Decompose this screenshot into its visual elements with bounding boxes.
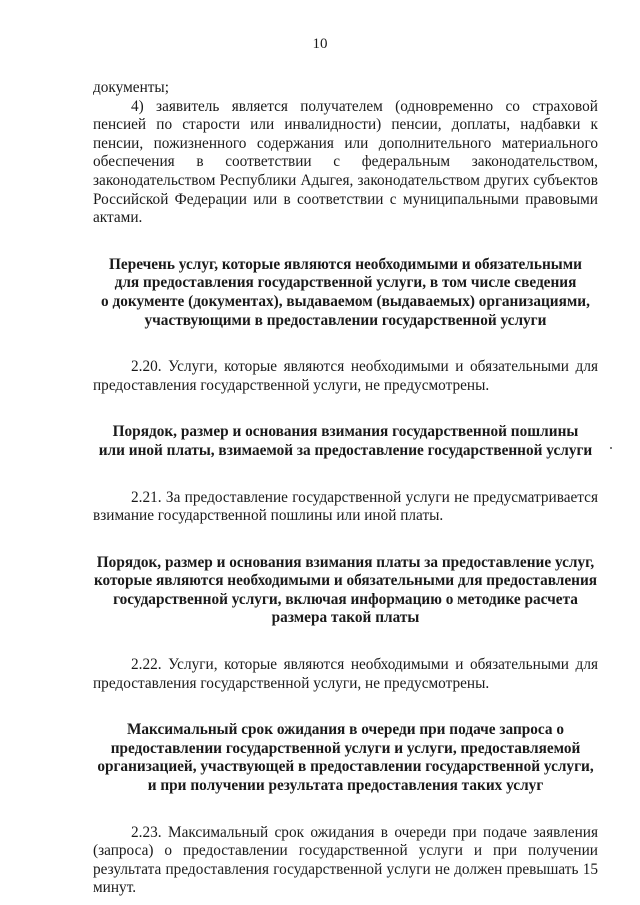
document-body xyxy=(93,79,598,898)
paragraph-2-21: 2.21. За предоставление государственной услуги не предусматривается взимание государственной пошлины или иной платы. xyxy=(93,488,598,525)
section-heading-fee-for-services xyxy=(93,554,598,628)
section-heading-queue-time xyxy=(93,721,598,795)
heading-line: и при получении результата предоставления таких услуг xyxy=(147,777,544,795)
heading-line: Перечень услуг, которые являются необходимыми и обязательными xyxy=(109,255,582,273)
paragraph-2-20: 2.20. Услуги, которые являются необходимыми и обязательными для предоставления государственной услуги, не предусмотрены. xyxy=(93,358,598,394)
heading-line: предоставлении государственной услуги и услуги, предоставляемой xyxy=(110,739,581,757)
page-number: 10 xyxy=(312,36,328,52)
paragraph-2-22: 2.22. Услуги, которые являются необходимыми и обязательными для предоставления государственной услуги, не предусмотрены. xyxy=(93,656,598,692)
heading-line: организацией, участвующей в предоставлении государственной услуги, xyxy=(97,758,594,776)
heading-line: Порядок, размер и основания взимания государственной пошлины xyxy=(112,423,579,441)
heading-line: Максимальный срок ожидания в очереди при подаче запроса о xyxy=(126,721,565,739)
paragraph-item-4: 4) заявитель является получателем (одновременно со страховой пенсией по старости или инвалидности) пенсии, доплаты, надбавки к пенсии, пожизненного содержания или дополнительного материального обеспечения в соответствии с федеральным законодательством, законодательством Республики Адыгея, законодательством других субъектов Российской Федерации или в соответствии с муниципальными правовыми актами. xyxy=(93,97,598,227)
paragraph-intro-tail: документы; xyxy=(93,79,169,96)
section-heading-services-list xyxy=(93,256,598,330)
heading-line: или иной платы, взимаемой за предоставление государственной услуги xyxy=(98,441,593,459)
heading-line: участвующими в предоставлении государственной услуги xyxy=(144,311,547,329)
section-heading-state-fee xyxy=(93,423,598,460)
scan-mark xyxy=(610,447,612,449)
heading-line: для предоставления государственной услуги, в том числе сведения xyxy=(114,274,577,292)
heading-line: которые являются необходимыми и обязательными для предоставления xyxy=(93,572,598,590)
heading-line: государственной услуги, включая информацию о методике расчета xyxy=(113,590,578,608)
heading-line: размера такой платы xyxy=(271,609,420,627)
heading-line: о документе (документах), выдаваемом (выдаваемых) организациями, xyxy=(101,292,590,310)
heading-line: Порядок, размер и основания взимания платы за предоставление услуг, xyxy=(96,553,595,571)
paragraph-2-23: 2.23. Максимальный срок ожидания в очереди при подаче заявления (запроса) о предоставлении государственной услуги и при получении результата предоставления государственной услуги не должен превышать 15 минут. xyxy=(93,823,598,897)
